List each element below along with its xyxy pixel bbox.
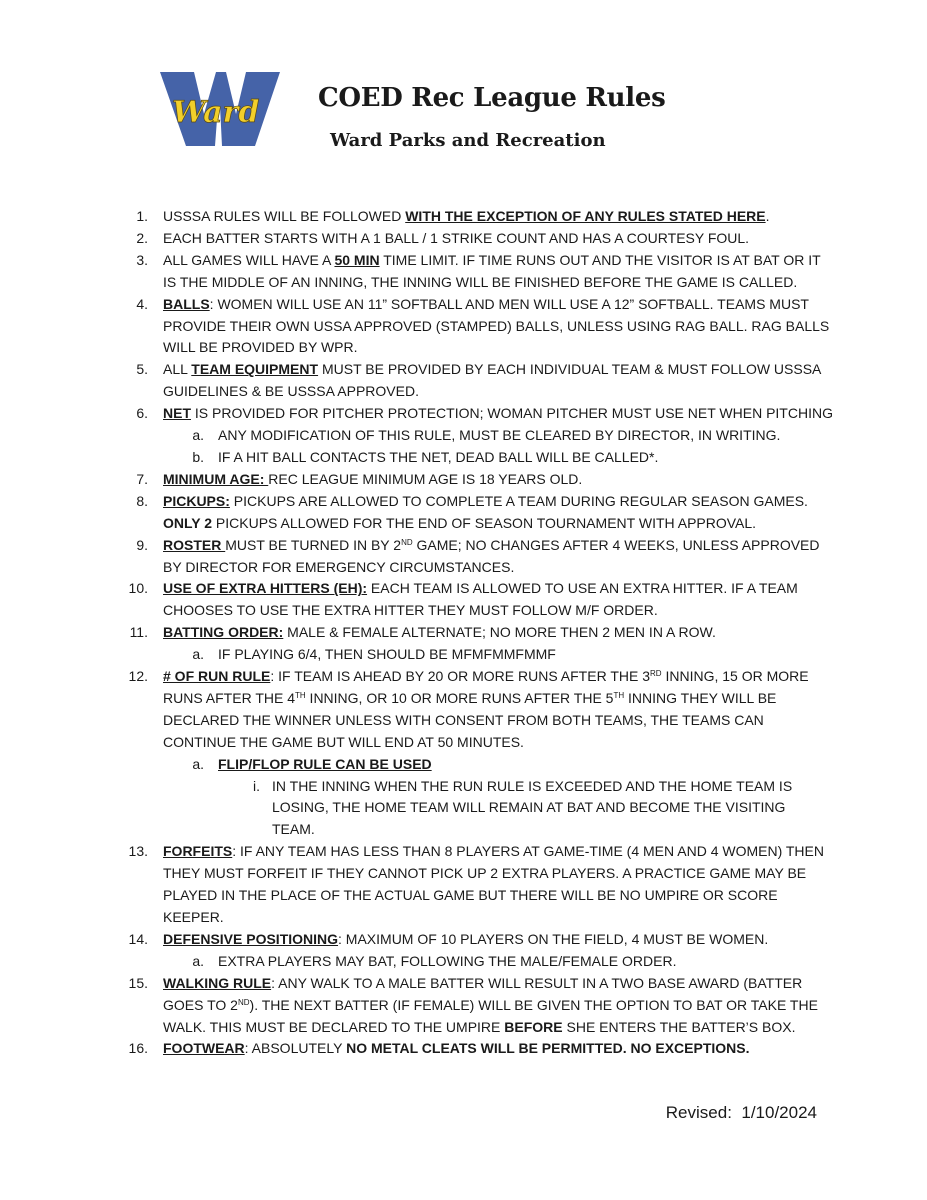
rule-15-cont: GOES TO 2ND). THE NEXT BATTER (IF FEMALE) WILL BE GIVEN THE OPTION TO BAT OR TAKE THE bbox=[163, 996, 818, 1013]
rule-12-cont: DECLARED THE WINNER UNLESS WITH CONSENT FROM BOTH TEAMS, THE TEAMS CAN bbox=[163, 711, 764, 728]
rule-12-cont: CONTINUE THE GAME BUT WILL END AT 50 MINUTES. bbox=[163, 733, 524, 750]
rule-10: 10. USE OF EXTRA HITTERS (EH): EACH TEAM IS ALLOWED TO USE AN EXTRA HITTER. IF A TEAM bbox=[128, 580, 798, 597]
rule-13-cont: THEY MUST FORFEIT IF THEY CANNOT PICK UP 2 EXTRA PLAYERS. A PRACTICE GAME MAY BE bbox=[163, 865, 807, 882]
rule-12a-i: i. IN THE INNING WHEN THE RUN RULE IS EXCEEDED AND THE HOME TEAM IS bbox=[253, 777, 793, 794]
rule-1: 1. USSSA RULES WILL BE FOLLOWED WITH THE EXCEPTION OF ANY RULES STATED HERE. bbox=[136, 208, 770, 224]
rule-4: 4. BALLS: WOMEN WILL USE AN 11” SOFTBALL AND MEN WILL USE A 12” SOFTBALL. TEAMS MUST bbox=[136, 295, 809, 312]
rule-10-cont: CHOOSES TO USE THE EXTRA HITTER THEY MUST FOLLOW M/F ORDER. bbox=[163, 602, 658, 619]
rule-4-cont: WILL BE PROVIDED BY WPR. bbox=[163, 339, 358, 356]
page-title: COED Rec League Rules bbox=[318, 83, 666, 113]
svg-text:Ward: Ward bbox=[172, 95, 260, 130]
rule-12a-i-cont: LOSING, THE HOME TEAM WILL REMAIN AT BAT AND BECOME THE VISITING bbox=[272, 799, 786, 816]
rule-13-cont: PLAYED IN THE PLACE OF THE ACTUAL GAME BUT THERE WILL BE NO UMPIRE OR SCORE bbox=[163, 887, 778, 904]
rule-12-cont: RUNS AFTER THE 4TH INNING, OR 10 OR MORE RUNS AFTER THE 5TH INNING THEY WILL BE bbox=[163, 689, 777, 706]
rule-4-cont: PROVIDE THEIR OWN USSA APPROVED (STAMPED) BALLS, UNLESS USING RAG BALL. RAG BALLS bbox=[163, 317, 830, 334]
rule-8: 8. PICKUPS: PICKUPS ARE ALLOWED TO COMPLETE A TEAM DURING REGULAR SEASON GAMES. bbox=[136, 492, 808, 509]
rule-5-cont: GUIDELINES & BE USSSA APPROVED. bbox=[163, 383, 419, 400]
rule-14a: a. EXTRA PLAYERS MAY BAT, FOLLOWING THE MALE/FEMALE ORDER. bbox=[192, 952, 677, 969]
rule-6a: a. ANY MODIFICATION OF THIS RULE, MUST BE CLEARED BY DIRECTOR, IN WRITING. bbox=[192, 427, 781, 444]
rule-13: 13. FORFEITS: IF ANY TEAM HAS LESS THAN 8 PLAYERS AT GAME-TIME (4 MEN AND 4 WOMEN) THEN bbox=[128, 843, 824, 860]
rule-6: 6. NET IS PROVIDED FOR PITCHER PROTECTION; WOMAN PITCHER MUST USE NET WHEN PITCHING bbox=[136, 405, 833, 422]
rule-11: 11. BATTING ORDER: MALE & FEMALE ALTERNATE; NO MORE THEN 2 MEN IN A ROW. bbox=[129, 624, 716, 641]
rule-12a: a. FLIP/FLOP RULE CAN BE USED bbox=[192, 755, 432, 772]
rules-list bbox=[0, 206, 927, 1060]
rule-14: 14. DEFENSIVE POSITIONING: MAXIMUM OF 10 PLAYERS ON THE FIELD, 4 MUST BE WOMEN. bbox=[128, 930, 769, 947]
ward-logo bbox=[160, 70, 280, 148]
rule-9-cont: BY DIRECTOR FOR EMERGENCY CIRCUMSTANCES. bbox=[163, 558, 515, 575]
page-subtitle: Ward Parks and Recreation bbox=[330, 130, 606, 151]
rule-5: 5. ALL TEAM EQUIPMENT MUST BE PROVIDED BY EACH INDIVIDUAL TEAM & MUST FOLLOW USSSA bbox=[136, 361, 822, 378]
revised-date: Revised: 1/10/2024 bbox=[665, 1103, 817, 1122]
rule-3-cont: IS THE MIDDLE OF AN INNING, THE INNING WILL BE FINISHED BEFORE THE GAME IS CALLED. bbox=[163, 273, 798, 290]
rule-16: 16. FOOTWEAR: ABSOLUTELY NO METAL CLEATS WILL BE PERMITTED. NO EXCEPTIONS. bbox=[128, 1040, 750, 1057]
rule-15: 15. WALKING RULE: ANY WALK TO A MALE BATTER WILL RESULT IN A TWO BASE AWARD (BATTER bbox=[128, 974, 803, 991]
rule-3: 3. ALL GAMES WILL HAVE A 50 MIN TIME LIMIT. IF TIME RUNS OUT AND THE VISITOR IS AT BAT OR IT bbox=[136, 251, 821, 268]
rule-6b: b. IF A HIT BALL CONTACTS THE NET, DEAD BALL WILL BE CALLED*. bbox=[192, 448, 659, 465]
rule-12a-i-cont: TEAM. bbox=[272, 821, 315, 838]
rule-12: 12. # OF RUN RULE: IF TEAM IS AHEAD BY 20 OR MORE RUNS AFTER THE 3RD INNING, 15 OR MORE bbox=[128, 668, 809, 685]
rule-2: 2. EACH BATTER STARTS WITH A 1 BALL / 1 STRIKE COUNT AND HAS A COURTESY FOUL. bbox=[136, 229, 750, 246]
rule-9: 9. ROSTER MUST BE TURNED IN BY 2ND GAME; NO CHANGES AFTER 4 WEEKS, UNLESS APPROVED bbox=[136, 536, 820, 553]
rule-15-cont: WALK. THIS MUST BE DECLARED TO THE UMPIRE BEFORE SHE ENTERS THE BATTER’S BOX. bbox=[163, 1018, 796, 1035]
rule-7: 7. MINIMUM AGE: REC LEAGUE MINIMUM AGE IS 18 YEARS OLD. bbox=[136, 470, 583, 487]
rule-13-cont: KEEPER. bbox=[163, 909, 224, 925]
rule-8-cont: ONLY 2 PICKUPS ALLOWED FOR THE END OF SEASON TOURNAMENT WITH APPROVAL. bbox=[163, 514, 757, 531]
rule-11a: a. IF PLAYING 6/4, THEN SHOULD BE MFMFMMFMMF bbox=[192, 646, 556, 663]
